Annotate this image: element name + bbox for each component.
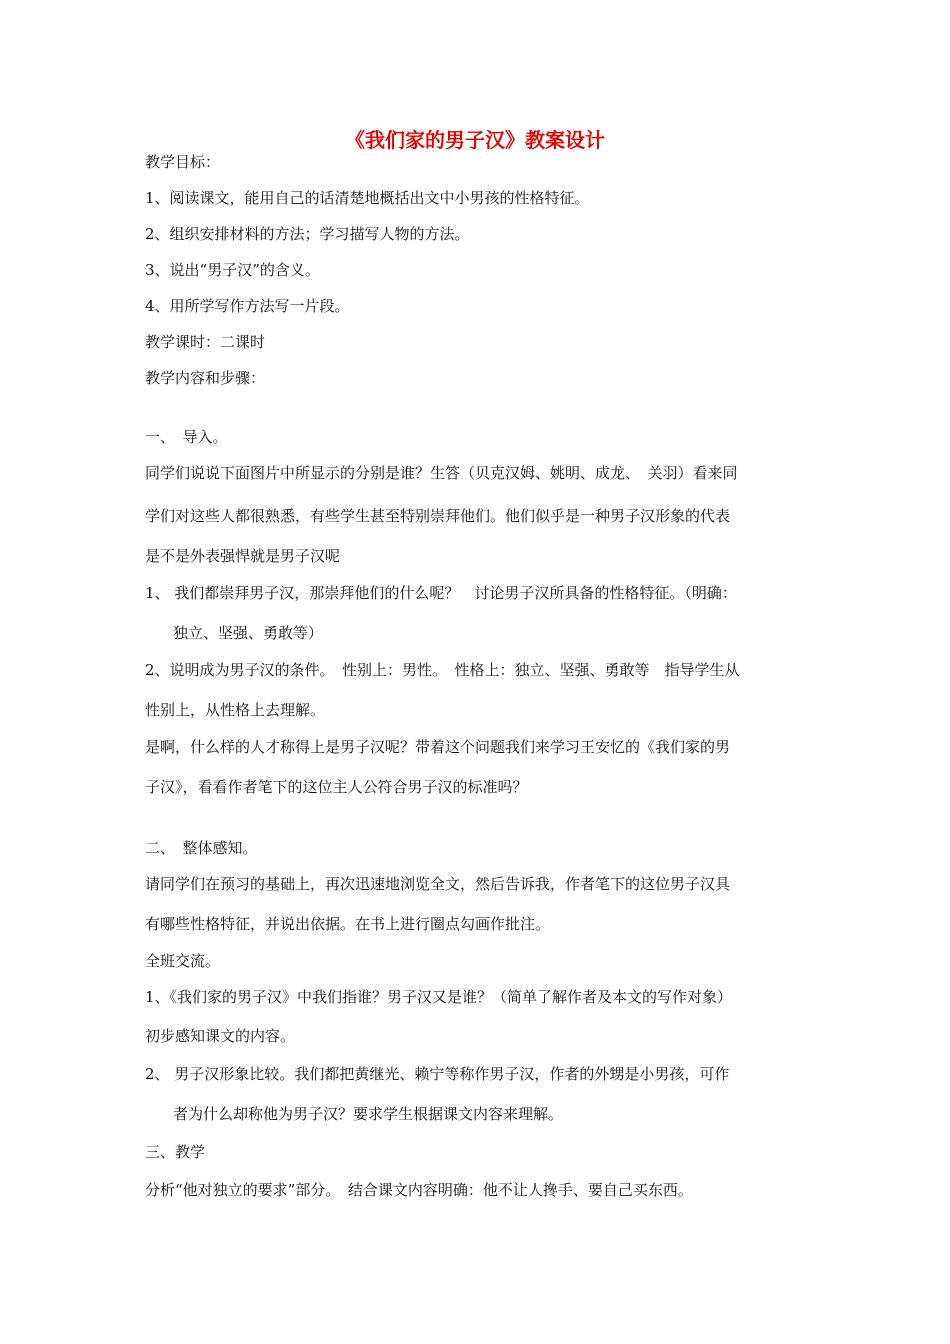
text-line: 者为什么却称他为男子汉？要求学生根据课文内容来理解。	[173, 1105, 564, 1123]
section-heading: 一、 导入。	[145, 428, 228, 446]
text-line: 2、说明成为男子汉的条件。 性别上：男性。 性格上：独立、坚强、勇敢等 指导学生从	[145, 661, 740, 679]
text-line: 独立、坚强、勇敢等）	[173, 624, 324, 642]
text-line: 2、组织安排材料的方法；学习描写人物的方法。	[145, 225, 470, 243]
text-line: 是不是外表强悍就是男子汉呢	[145, 547, 341, 565]
text-line: 1、《我们家的男子汉》中我们指谁？男子汉又是谁？（简单了解作者及本文的写作对象）	[145, 988, 733, 1006]
text-line: 初步感知课文的内容。	[145, 1027, 296, 1045]
text-line: 教学内容和步骤：	[145, 369, 266, 387]
text-line: 教学目标：	[145, 153, 221, 171]
text-line: 3、说出“男子汉”的含义。	[145, 261, 320, 279]
text-line: 学们对这些人都很熟悉，有些学生甚至特别崇拜他们。他们似乎是一种男子汉形象的代表	[145, 507, 731, 525]
text-line: 有哪些性格特征，并说出依据。在书上进行圈点勾画作批注。	[145, 915, 551, 933]
text-line: 是啊，什么样的人才称得上是男子汉呢？带着这个问题我们来学习王安忆的《我们家的男	[145, 738, 731, 756]
text-line: 1、阅读课文，能用自己的话清楚地概括出文中小男孩的性格特征。	[145, 189, 590, 207]
text-line: 2、 男子汉形象比较。我们都把黄继光、赖宁等称作男子汉，作者的外甥是小男孩，可作	[145, 1065, 730, 1083]
text-line: 1、 我们都崇拜男子汉，那崇拜他们的什么呢？ 讨论男子汉所具备的性格特征。（明确：	[145, 584, 737, 602]
text-line: 请同学们在预习的基础上，再次迅速地浏览全文，然后告诉我，作者笔下的这位男子汉具	[145, 875, 731, 893]
section-heading: 二、 整体感知。	[145, 839, 258, 857]
text-line: 4、用所学写作方法写一片段。	[145, 297, 350, 315]
text-line: 分析“他对独立的要求”部分。 结合课文内容明确：他不让人搀手、要自己买东西。	[145, 1181, 693, 1199]
text-line: 同学们说说下面图片中所显示的分别是谁？生答（贝克汉姆、姚明、成龙、 关羽）看来同	[145, 464, 738, 482]
text-line: 教学课时：二课时	[145, 333, 266, 351]
section-heading: 三、教学	[145, 1143, 206, 1161]
text-line: 全班交流。	[145, 952, 221, 970]
text-line: 子汉》，看看作者笔下的这位主人公符合男子汉的标准吗？	[145, 778, 528, 796]
document-title: 《我们家的男子汉》教案设计	[345, 128, 605, 152]
text-line: 性别上，从性格上去理解。	[145, 701, 326, 719]
